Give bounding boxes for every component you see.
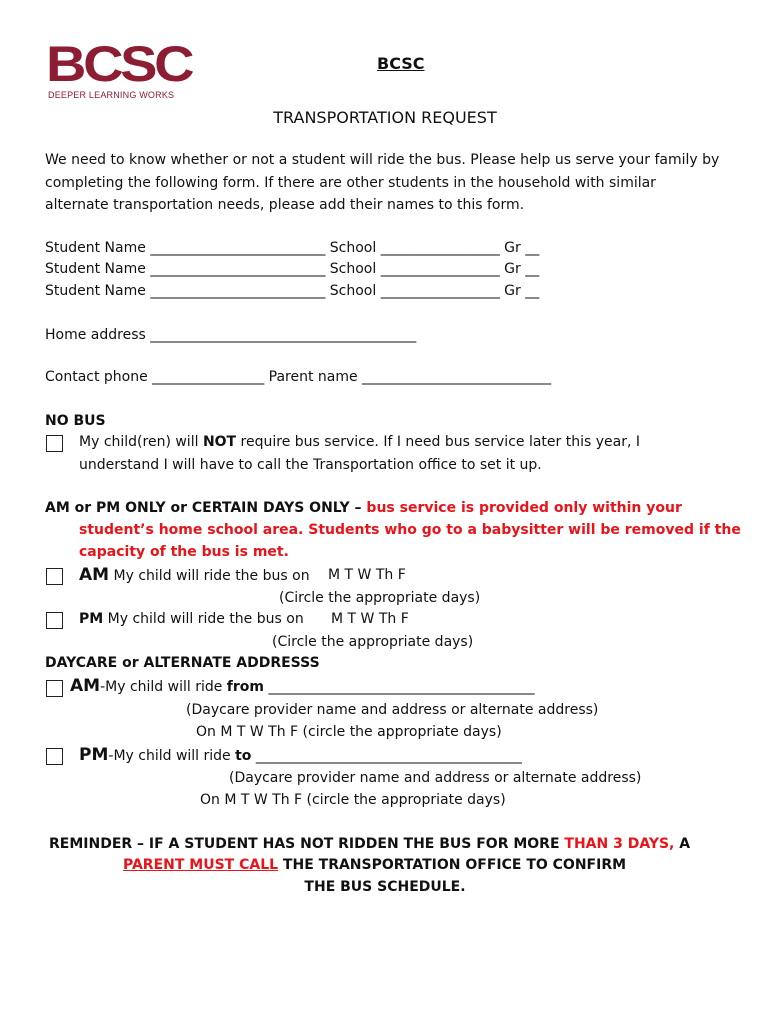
am-pm-heading: AM or PM ONLY or CERTAIN DAYS ONLY – [45, 500, 367, 516]
reminder-text: THE TRANSPORTATION OFFICE TO CONFIRM [278, 857, 627, 873]
no-bus-line-2: understand I will have to call the Transportation office to set it up. [79, 457, 542, 473]
daycare-pm-label: PM [79, 745, 109, 765]
grade-label: Gr [504, 261, 521, 277]
logo-letters: BCSC [46, 36, 192, 92]
bcsc-logo [46, 36, 192, 104]
daycare-pm-field[interactable]: ______________________________________ [251, 748, 522, 764]
student-name-field[interactable]: _________________________ [150, 283, 326, 299]
am-pm-warning: bus service is provided only within your [366, 500, 682, 516]
am-days[interactable]: M T W Th F [328, 567, 406, 583]
student-name-label: Student Name [45, 283, 146, 299]
contact-phone-label: Contact phone [45, 369, 148, 385]
am-only-checkbox[interactable] [46, 568, 63, 585]
school-label: School [329, 283, 377, 299]
home-address-field[interactable]: ______________________________________ [150, 327, 417, 343]
intro-line-1: We need to know whether or not a student will ride the bus. Please help us serve your family by [45, 152, 720, 168]
form-subtitle: TRANSPORTATION REQUEST [273, 108, 497, 127]
no-bus-heading: NO BUS [45, 413, 106, 429]
contact-row[interactable] [45, 369, 551, 385]
am-days-note: (Circle the appropriate days) [279, 590, 481, 606]
grade-field[interactable]: __ [525, 261, 540, 277]
student-name-field[interactable]: _________________________ [150, 261, 326, 277]
reminder-text: REMINDER – IF A STUDENT HAS NOT RIDDEN THE BUS FOR MORE [49, 836, 565, 852]
school-label: School [329, 240, 377, 256]
intro-line-2: completing the following form. If there are other students in the household with similar [45, 175, 656, 191]
am-pm-warning-3: capacity of the bus is met. [79, 544, 289, 560]
pm-days[interactable]: M T W Th F [331, 611, 409, 627]
daycare-am-text: -My child will ride [100, 679, 227, 695]
am-pm-warning-2: student’s home school area. Students who go to a babysitter will be removed if the [79, 522, 741, 538]
no-bus-line-1 [79, 434, 640, 450]
grade-label: Gr [504, 283, 521, 299]
contact-phone-field[interactable]: ________________ [152, 369, 265, 385]
daycare-pm-note: (Daycare provider name and address or alternate address) [229, 770, 642, 786]
reminder-line-2 [123, 857, 626, 873]
grade-label: Gr [504, 240, 521, 256]
daycare-am-field[interactable]: ______________________________________ [264, 679, 535, 695]
daycare-pm-to: to [235, 748, 252, 764]
am-label: AM [79, 565, 110, 585]
reminder-days: THAN 3 DAYS, [564, 836, 675, 852]
page-title: BCSC [377, 54, 425, 73]
student-name-label: Student Name [45, 261, 146, 277]
daycare-am-days[interactable]: On M T W Th F (circle the appropriate days) [196, 724, 502, 740]
home-address-label: Home address [45, 327, 146, 343]
student-row[interactable] [45, 240, 539, 256]
home-address-row[interactable] [45, 327, 416, 343]
am-pm-heading-line [45, 500, 682, 516]
daycare-pm-days[interactable]: On M T W Th F (circle the appropriate days) [200, 792, 506, 808]
daycare-am-line[interactable] [70, 676, 534, 696]
grade-field[interactable]: __ [525, 283, 540, 299]
daycare-pm-checkbox[interactable] [46, 748, 63, 765]
pm-text: My child will ride the bus on [103, 611, 304, 627]
student-row[interactable] [45, 261, 539, 277]
daycare-am-checkbox[interactable] [46, 680, 63, 697]
school-label: School [329, 261, 377, 277]
pm-only-line [79, 611, 304, 627]
daycare-am-from: from [226, 679, 264, 695]
daycare-heading: DAYCARE or ALTERNATE ADDRESSS [45, 655, 320, 671]
no-bus-checkbox[interactable] [46, 435, 63, 452]
parent-name-field[interactable]: ___________________________ [362, 369, 552, 385]
school-field[interactable]: _________________ [380, 240, 500, 256]
reminder-parent-call: PARENT MUST CALL [123, 857, 279, 873]
school-field[interactable]: _________________ [380, 261, 500, 277]
reminder-line-1 [49, 836, 690, 852]
pm-days-note: (Circle the appropriate days) [272, 634, 474, 650]
pm-label: PM [79, 611, 104, 627]
student-name-field[interactable]: _________________________ [150, 240, 326, 256]
student-name-label: Student Name [45, 240, 146, 256]
daycare-am-note: (Daycare provider name and address or alternate address) [186, 702, 599, 718]
daycare-pm-text: -My child will ride [108, 748, 236, 764]
grade-field[interactable]: __ [525, 240, 540, 256]
reminder-line-3: THE BUS SCHEDULE. [304, 879, 466, 895]
logo-tagline: DEEPER LEARNING WORKS [48, 90, 175, 100]
daycare-pm-line[interactable] [79, 745, 522, 765]
no-bus-text: My child(ren) will [79, 434, 203, 450]
pm-only-checkbox[interactable] [46, 612, 63, 629]
student-row[interactable] [45, 283, 539, 299]
am-text: My child will ride the bus on [109, 568, 310, 584]
no-bus-emphasis: NOT [202, 434, 237, 450]
parent-name-label: Parent name [268, 369, 358, 385]
no-bus-text: require bus service. If I need bus service later this year, I [236, 434, 640, 450]
daycare-am-label: AM [70, 676, 101, 696]
intro-line-3: alternate transportation needs, please add their names to this form. [45, 197, 525, 213]
school-field[interactable]: _________________ [380, 283, 500, 299]
reminder-text: A [674, 836, 691, 852]
am-only-line [79, 565, 310, 585]
